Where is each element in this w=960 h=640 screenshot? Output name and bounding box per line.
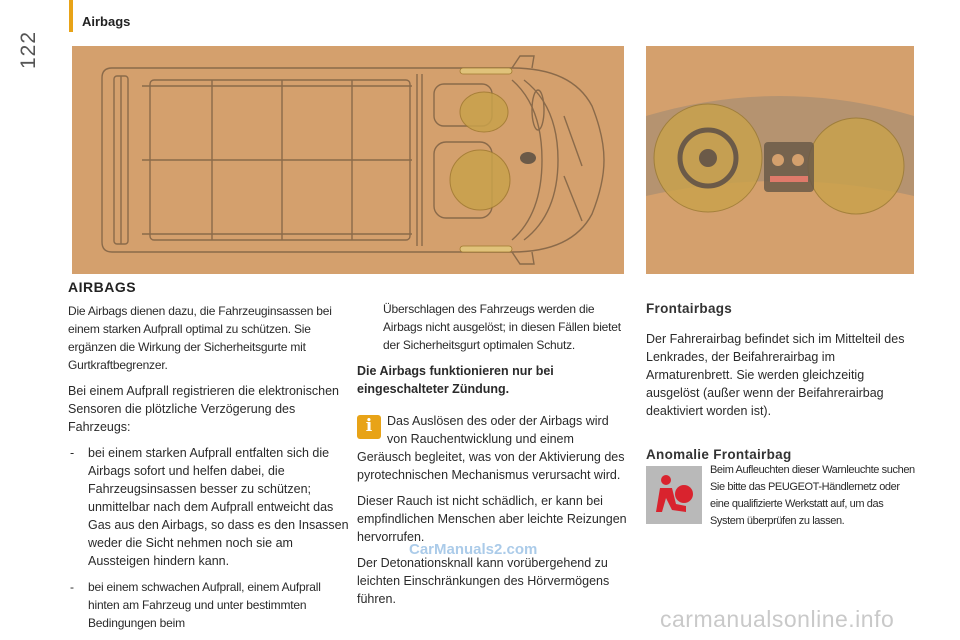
bullet-weak-impact <box>68 578 350 632</box>
anomaly-heading: Anomalie Frontairbag <box>646 447 792 462</box>
section-title: Airbags <box>82 14 131 29</box>
van-topview-drawing <box>72 46 624 274</box>
right-column <box>646 300 914 464</box>
section-accent-bar <box>69 0 73 32</box>
bullet-strong-impact <box>68 444 350 570</box>
bullet-strong-impact-text: bei einem starken Aufprall entfalten sich die Airbags sofort und helfen dabei, die Fahrzeugsinsassen besser zu schützen; unmittelbar nach dem Aufprall entweicht das Gas aus den Airbags, so dass es den Insassen weder die Sicht nehmen noch sie am Aussteigen hindern kann. <box>88 446 349 568</box>
info-icon <box>357 415 381 439</box>
dashboard-drawing <box>646 46 914 274</box>
airbag-warning-icon <box>646 466 702 524</box>
airbag-warning-lamp <box>646 466 702 524</box>
bullet-dash: - <box>70 446 75 460</box>
frontairbags-text: Der Fahrerairbag befindet sich im Mittelteil des Lenkrades, der Beifahrerairbag im Armaturenbrett. Sie werden gleichzeitig ausgelöst (außer wenn der Beifahrerairbag deaktiviert worden ist). <box>646 332 905 418</box>
info-noise-text: Der Detonationsknall kann vorübergehend zu leichten Einschränkungen des Hörvermögens führen. <box>357 556 610 606</box>
info-smoke-text: Dieser Rauch ist nicht schädlich, er kann bei empfindlichen Menschen aber leichte Reizungen hervorrufen. <box>357 494 627 544</box>
info-deployment-text: Das Auslösen des oder der Airbags wird von Rauchentwicklung und einem Geräusch begleitet, was von der Aktivierung des pyrotechnischen Mechanismus verursacht wird. <box>357 414 625 482</box>
main-heading: AIRBAGS <box>68 279 137 295</box>
footer-watermark: carmanualsonline.info <box>660 606 895 632</box>
info-icon-glyph: i <box>365 416 373 436</box>
anomaly-text: Beim Aufleuchten dieser Warnleuchte suchen Sie bitte das PEUGEOT-Händlernetz oder eine qualifizierte Werkstatt auf, um das System überprüfen zu lassen. <box>710 464 915 527</box>
page-number <box>14 10 44 90</box>
van-airbag-illustration <box>72 46 624 274</box>
dashboard-airbag-illustration <box>646 46 914 274</box>
middle-column <box>357 300 627 616</box>
left-column <box>68 278 350 640</box>
sensor-paragraph: Bei einem Aufprall registrieren die elektronischen Sensoren die plötzliche Verzögerung des Fahrzeugs: <box>68 384 339 434</box>
ignition-note: Die Airbags funktionieren nur bei eingeschalteter Zündung. <box>357 364 554 396</box>
info-block <box>357 412 627 608</box>
bullet-dash: - <box>70 580 74 594</box>
bullet-weak-impact-text: bei einem schwachen Aufprall, einem Aufprall hinten am Fahrzeug und unter bestimmten Bedingungen beim <box>88 580 321 630</box>
page-number-text: 122 <box>17 30 40 70</box>
intro-paragraph: Die Airbags dienen dazu, die Fahrzeuginsassen bei einem starken Aufprall optimal zu schützen. Sie ergänzen die Wirkung der Sicherheitsgurte mit Gurtkraftbegrenzer. <box>68 304 332 372</box>
frontairbags-heading: Frontairbags <box>646 301 733 316</box>
continuation-paragraph: Überschlagen des Fahrzeugs werden die Airbags nicht ausgelöst; in diesen Fällen bietet der Sicherheitsgurt optimalen Schutz. <box>383 302 621 352</box>
inline-watermark: CarManuals2.com <box>409 541 538 558</box>
